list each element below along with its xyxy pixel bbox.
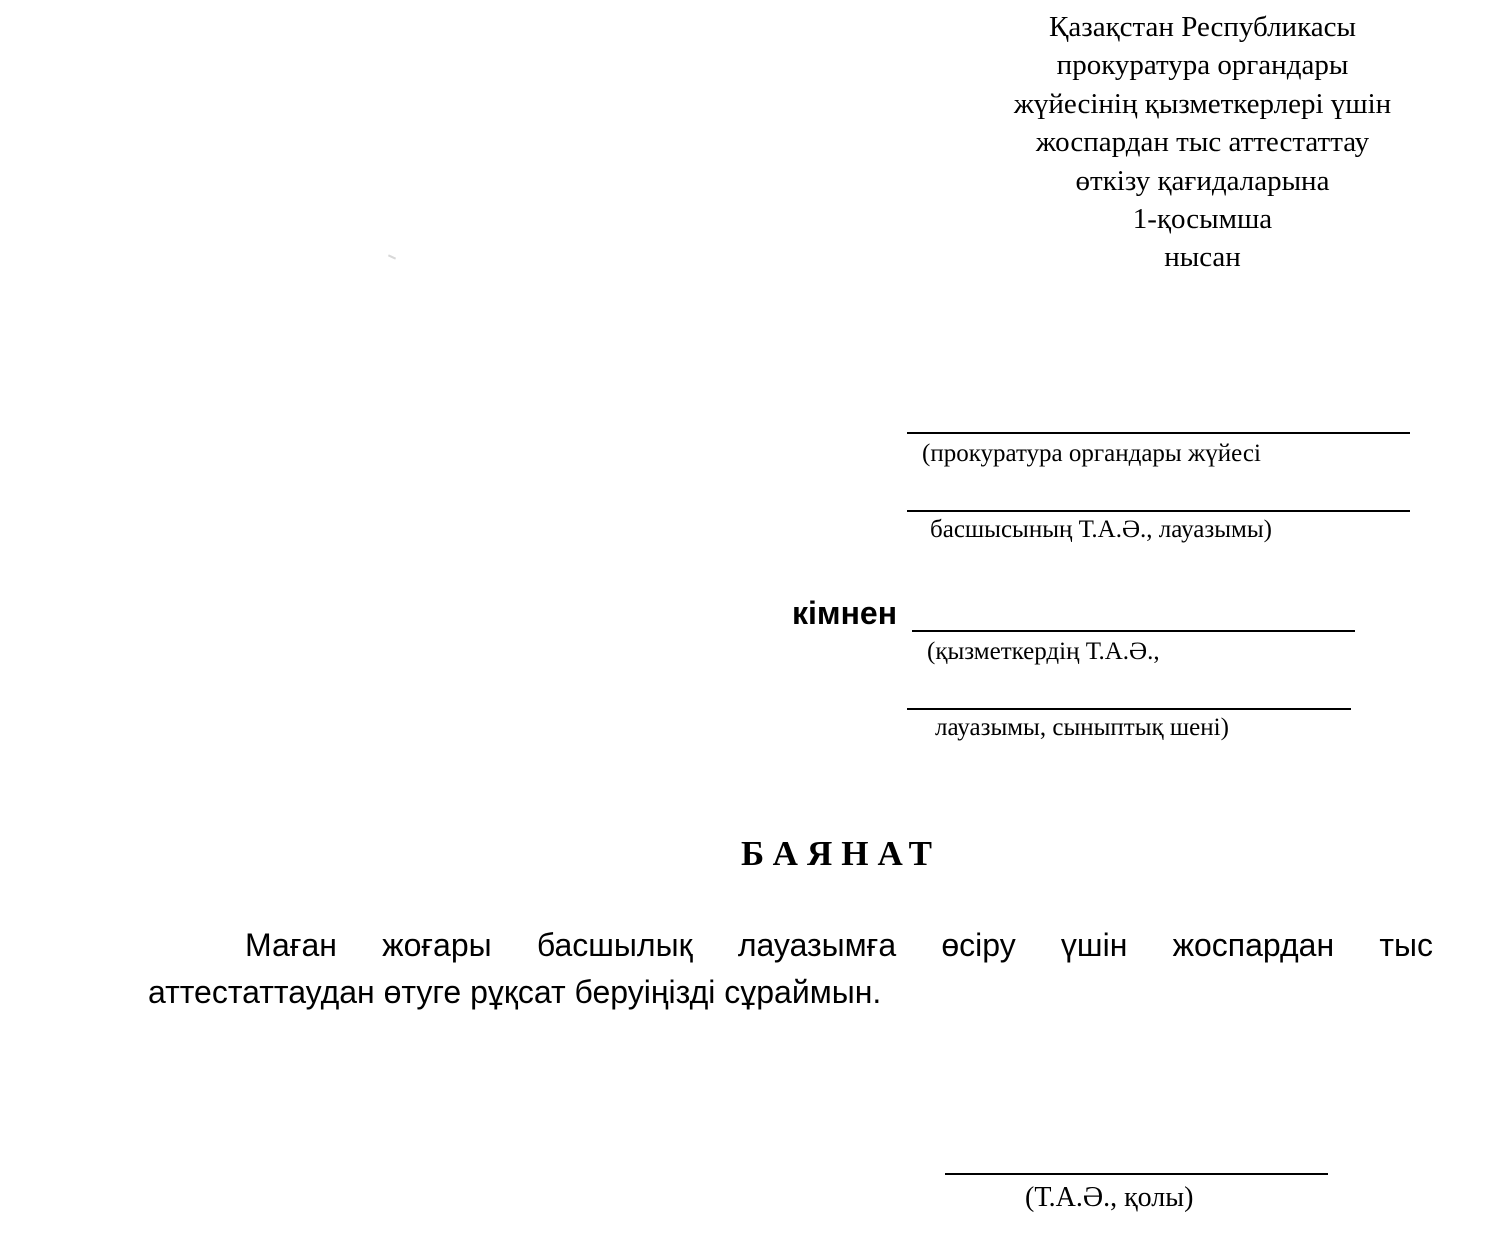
recipient-caption-1: (прокуратура органдары жүйесі [922, 440, 1261, 467]
recipient-line-2 [907, 510, 1410, 512]
sender-caption-1: (қызметкердің Т.А.Ә., [927, 638, 1160, 665]
header-line-7: нысан [1164, 241, 1241, 274]
signature-line [945, 1173, 1328, 1175]
header-line-5: өткізу қағидаларына [1075, 164, 1330, 197]
sender-label: кімнен [792, 595, 898, 631]
document-title: БАЯНАТ [741, 834, 941, 873]
recipient-line-1 [907, 432, 1410, 434]
header-line-3: жүйесінің қызметкерлері үшін [1013, 87, 1392, 120]
sender-line-1 [912, 630, 1355, 632]
header-line-4: жоспардан тыс аттестаттау [1035, 126, 1370, 159]
sender-caption-2: лауазымы, сыныптық шені) [935, 714, 1229, 741]
recipient-caption-2: басшысының Т.А.Ә., лауазымы) [930, 516, 1272, 543]
sender-line-2 [907, 708, 1351, 710]
header-line-1: Қазақстан Республикасы [1049, 11, 1356, 43]
scan-speck [388, 254, 396, 259]
appendix-header [980, 8, 1425, 277]
request-body [148, 922, 1433, 1016]
request-body-line-1: Маған жоғары басшылық лауазымға өсіру үшін жоспардан тыс [245, 927, 1433, 963]
request-body-line-2: аттестаттаудан өтуге рұқсат беруіңізді сұраймын. [148, 974, 882, 1010]
signature-caption: (Т.А.Ә., қолы) [1025, 1182, 1194, 1213]
header-line-6: 1-қосымша [1132, 203, 1273, 236]
header-line-2: прокуратура органдары [1056, 49, 1349, 82]
